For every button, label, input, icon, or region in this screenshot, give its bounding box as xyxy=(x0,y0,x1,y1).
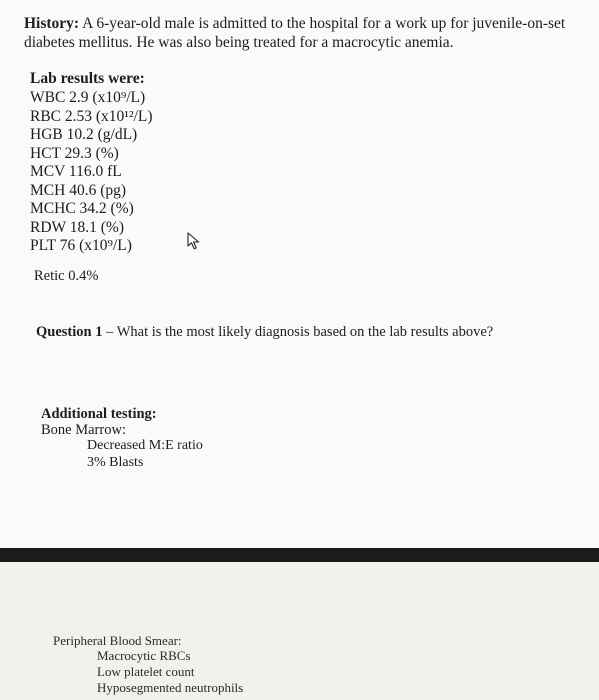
history-paragraph xyxy=(24,14,594,52)
lab-result-hgb: HGB 10.2 (g/dL) xyxy=(30,126,138,143)
lab-result-plt: PLT 76 (x10⁹/L) xyxy=(30,237,132,254)
history-label: History: xyxy=(24,15,80,32)
lab-result-rdw: RDW 18.1 (%) xyxy=(30,218,124,236)
bone-marrow-label: Bone Marrow: xyxy=(41,422,126,438)
blood-smear-finding: Hyposegmented neutrophils xyxy=(97,680,244,695)
history-text: A 6-year-old male is admitted to the hospital for a work up for juvenile-on-set diabetes mellitus. He was also being treated for a macrocytic anemia. xyxy=(24,15,566,51)
page-divider xyxy=(0,548,599,562)
lab-result-wbc: WBC 2.9 (x10⁹/L) xyxy=(30,89,146,106)
document-page-bottom xyxy=(0,562,599,700)
mouse-pointer-icon xyxy=(187,232,201,250)
question-1 xyxy=(36,324,493,341)
lab-result-mcv: MCV 116.0 fL xyxy=(30,163,122,180)
lab-result-hct: HCT 29.3 (%) xyxy=(30,144,119,162)
blood-smear-finding: Macrocytic RBCs xyxy=(97,648,191,663)
lab-results-list xyxy=(30,89,153,256)
lab-result-mch: MCH 40.6 (pg) xyxy=(30,181,127,199)
bone-marrow-finding: 3% Blasts xyxy=(87,454,144,470)
blood-smear-finding: Low platelet count xyxy=(97,664,195,679)
retic-result: Retic 0.4% xyxy=(34,268,99,284)
question-text: – What is the most likely diagnosis based on the lab results above? xyxy=(102,324,494,340)
bone-marrow-findings xyxy=(87,438,203,471)
lab-result-rbc: RBC 2.53 (x10¹²/L) xyxy=(30,107,153,125)
blood-smear-findings xyxy=(97,648,243,696)
additional-testing-title: Additional testing: xyxy=(41,406,157,422)
bone-marrow-finding: Decreased M:E ratio xyxy=(87,438,203,453)
lab-results-title: Lab results were: xyxy=(30,70,145,87)
blood-smear-title: Peripheral Blood Smear: xyxy=(53,633,182,648)
lab-result-mchc: MCHC 34.2 (%) xyxy=(30,200,134,217)
question-label: Question 1 xyxy=(36,324,103,340)
